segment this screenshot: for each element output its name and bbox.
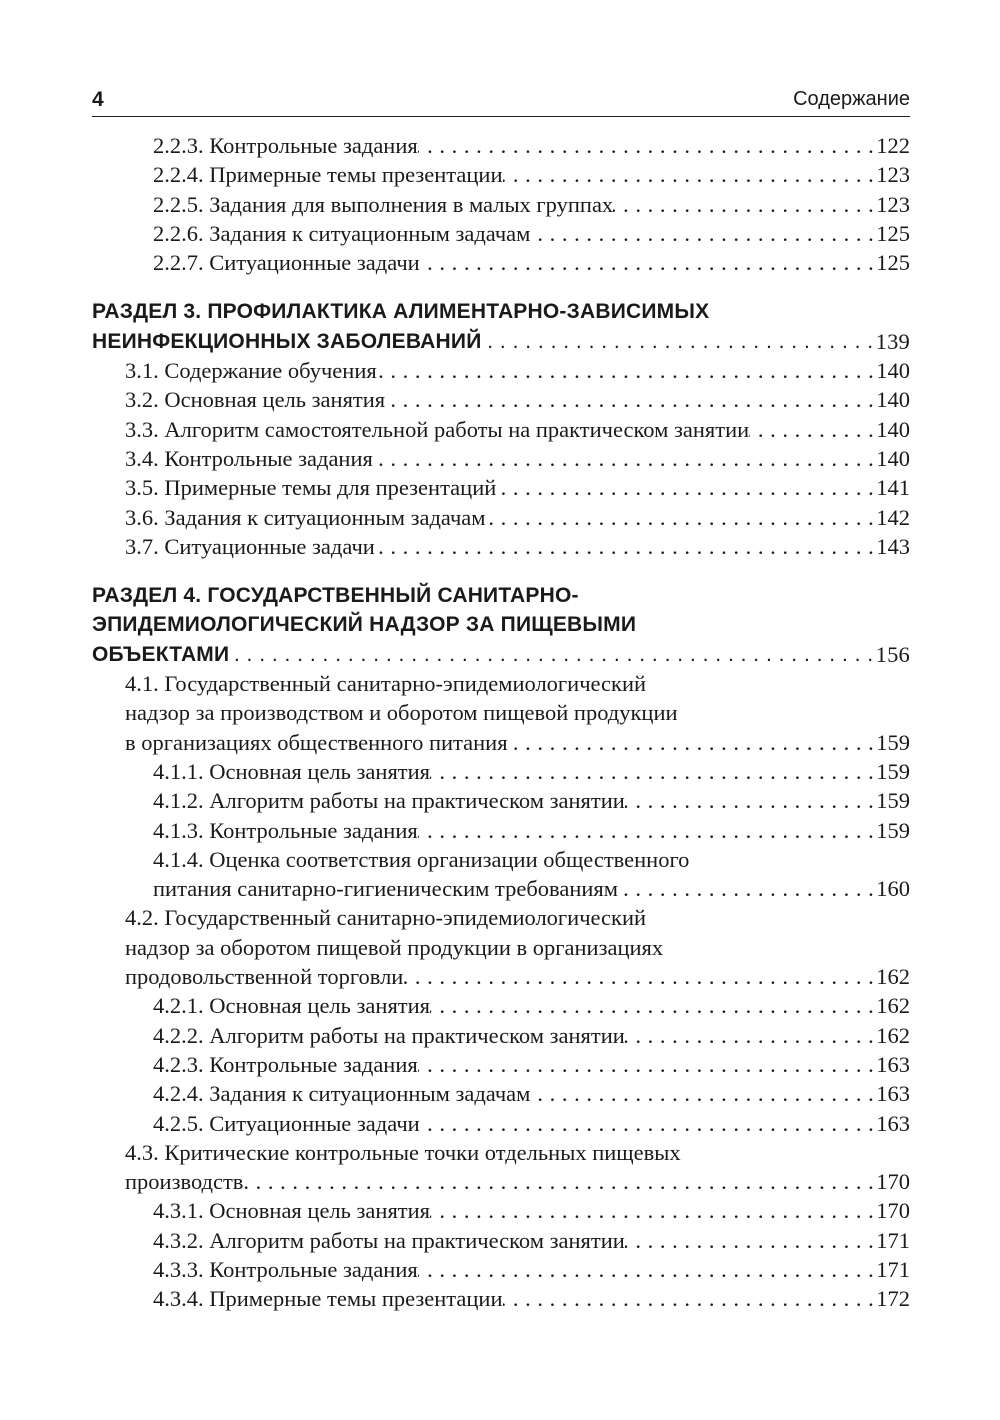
section-4-heading-end[interactable] <box>92 640 910 669</box>
toc-entry-page: 162 <box>876 1022 910 1048</box>
toc-entry-page: 125 <box>876 250 910 276</box>
toc-entry-text: 3.1. Содержание обучения <box>125 358 377 384</box>
toc-entry[interactable] <box>92 473 910 502</box>
toc-entry-line[interactable]: 4.1.4. Оценка соответствия организации общественного <box>153 846 690 872</box>
leader-dots <box>420 1109 875 1138</box>
toc-entry-page: 156 <box>875 641 910 667</box>
toc-entry-page: 125 <box>876 220 910 246</box>
section-4-heading-cont[interactable]: ЭПИДЕМИОЛОГИЧЕСКИЙ НАДЗОР ЗА ПИЩЕВЫМИ <box>92 613 637 637</box>
toc-entry-page: 160 <box>876 876 910 902</box>
toc-entry-text: 4.1.1. Основная цель занятия <box>153 758 431 784</box>
toc-entry-text: 3.4. Контрольные задания <box>125 445 373 471</box>
toc-entry[interactable] <box>92 219 910 248</box>
toc-entry-text: 4.1.2. Алгоритм работы на практическом занятии <box>153 788 625 814</box>
leader-dots <box>530 219 874 248</box>
toc-entry-text: 3.7. Ситуационные задачи <box>125 533 375 559</box>
toc-entry-text: 4.2.1. Основная цель занятия <box>153 993 431 1019</box>
toc-entry[interactable] <box>92 1255 910 1284</box>
toc-entry[interactable] <box>92 1109 910 1138</box>
leader-dots <box>486 503 875 532</box>
running-title: Содержание <box>793 88 910 110</box>
toc-entry-text: 4.2.4. Задания к ситуационным задачам <box>153 1081 531 1107</box>
toc-entry-text: 3.6. Задания к ситуационным задачам <box>125 504 486 530</box>
toc-entry-page: 163 <box>876 1081 910 1107</box>
toc-entry-page: 141 <box>876 475 910 501</box>
toc-entry-line[interactable]: 4.2. Государственный санитарно-эпидемиологический <box>125 905 647 931</box>
page-header <box>92 86 910 117</box>
leader-dots <box>430 1196 874 1225</box>
leader-dots <box>430 757 874 786</box>
toc-entry-page: 163 <box>876 1110 910 1136</box>
toc-entry-line[interactable]: 4.1. Государственный санитарно-эпидемиологический <box>125 671 647 697</box>
toc-entry-text: 2.2.3. Контрольные задания <box>153 133 418 158</box>
leader-dots <box>625 786 874 815</box>
toc-entry[interactable] <box>92 532 910 561</box>
toc-entry-text: 4.3.2. Алгоритм работы на практическом занятии <box>153 1227 625 1253</box>
page-number: 4 <box>92 88 104 111</box>
leader-dots <box>482 327 874 356</box>
toc-entry[interactable] <box>92 1196 910 1225</box>
toc-entry-page: 140 <box>876 416 910 442</box>
toc-entry[interactable] <box>92 816 910 845</box>
section-3-heading-end[interactable] <box>92 327 910 356</box>
toc-entry-text: 4.2.5. Ситуационные задачи <box>153 1110 420 1136</box>
toc-entry-page: 170 <box>876 1198 910 1224</box>
section-4-heading[interactable]: РАЗДЕЛ 4. ГОСУДАРСТВЕННЫЙ САНИТАРНО- <box>92 584 579 608</box>
toc-entry[interactable] <box>92 757 910 786</box>
toc-entry-text: ОБЪЕКТАМИ <box>92 642 230 666</box>
leader-dots <box>503 1284 875 1313</box>
toc-entry-line[interactable]: надзор за производством и оборотом пищевой продукции <box>125 700 678 726</box>
leader-dots <box>508 728 875 757</box>
leader-dots <box>229 640 873 669</box>
toc-entry-text: 2.2.4. Примерные темы презентации <box>153 162 503 188</box>
toc-entry[interactable] <box>92 991 910 1020</box>
toc-entry-page: 162 <box>876 964 910 990</box>
toc-entry[interactable] <box>92 356 910 385</box>
toc-entry-page: 122 <box>876 133 910 158</box>
toc-entry-page: 171 <box>876 1256 910 1282</box>
toc-entry-page: 123 <box>876 191 910 217</box>
leader-dots <box>618 874 874 903</box>
toc-entry[interactable] <box>92 1021 910 1050</box>
toc-entry-text: 3.3. Алгоритм самостоятельной работы на практическом занятии <box>125 416 750 442</box>
toc-entry-line[interactable]: надзор за оборотом пищевой продукции в организациях <box>125 934 664 960</box>
toc-entry-text: 3.2. Основная цель занятия <box>125 387 386 413</box>
toc-entry-page: 123 <box>876 162 910 188</box>
toc-entry[interactable] <box>92 160 910 189</box>
leader-dots <box>377 356 875 385</box>
leader-dots <box>373 444 874 473</box>
leader-dots <box>749 415 874 444</box>
toc-entry-page: 170 <box>876 1169 910 1195</box>
leader-dots <box>403 962 874 991</box>
toc-entry[interactable] <box>92 1284 910 1313</box>
toc-entry-text: 4.3.3. Контрольные задания <box>153 1256 418 1282</box>
toc-entry-page: 159 <box>876 817 910 843</box>
toc-entry-text: 4.3.1. Основная цель занятия <box>153 1198 431 1224</box>
toc-entry-text: 4.1.3. Контрольные задания <box>153 817 418 843</box>
toc-entry-text: продовольственной торговли <box>125 964 404 990</box>
toc-entry-page: 159 <box>876 758 910 784</box>
toc-entry[interactable] <box>92 131 910 160</box>
leader-dots <box>613 190 874 219</box>
toc-entry-page: 140 <box>876 358 910 384</box>
leader-dots <box>243 1167 874 1196</box>
toc-entry-page: 140 <box>876 445 910 471</box>
toc-entry-page: 163 <box>876 1051 910 1077</box>
toc-entry-page: 139 <box>875 328 910 354</box>
toc-entry[interactable] <box>92 1050 910 1079</box>
leader-dots <box>530 1079 874 1108</box>
toc-entry[interactable] <box>92 503 910 532</box>
toc-entry[interactable] <box>92 1226 910 1255</box>
toc-entry-text: 2.2.6. Задания к ситуационным задачам <box>153 220 531 246</box>
leader-dots <box>503 160 875 189</box>
toc-entry-text: НЕИНФЕКЦИОННЫХ ЗАБОЛЕВАНИЙ <box>92 329 482 353</box>
toc-entry-text: производств <box>125 1169 244 1195</box>
table-of-contents <box>92 131 910 1314</box>
toc-entry-page: 142 <box>876 504 910 530</box>
toc-entry-text: питания санитарно-гигиеническим требованиям <box>153 876 619 902</box>
toc-entry-page: 162 <box>876 993 910 1019</box>
toc-entry[interactable] <box>92 385 910 414</box>
toc-entry-page: 140 <box>876 387 910 413</box>
toc-entry[interactable] <box>92 728 910 757</box>
toc-entry-text: 2.2.5. Задания для выполнения в малых группах <box>153 191 614 217</box>
toc-entry-text: 4.2.2. Алгоритм работы на практическом занятии <box>153 1022 625 1048</box>
toc-entry-page: 159 <box>876 788 910 814</box>
toc-entry-text: 4.3.4. Примерные темы презентации <box>153 1286 503 1312</box>
toc-entry-text: 2.2.7. Ситуационные задачи <box>153 250 420 276</box>
toc-entry-page: 159 <box>876 729 910 755</box>
leader-dots <box>496 473 874 502</box>
toc-entry[interactable] <box>92 962 910 991</box>
toc-entry[interactable] <box>92 786 910 815</box>
leader-dots <box>430 991 874 1020</box>
leader-dots <box>625 1226 874 1255</box>
toc-entry[interactable] <box>92 444 910 473</box>
toc-entry-text: 3.5. Примерные темы для презентаций <box>125 475 497 501</box>
toc-entry-page: 143 <box>876 533 910 559</box>
leader-dots <box>375 532 874 561</box>
toc-entry[interactable] <box>92 248 910 277</box>
toc-entry[interactable] <box>92 1079 910 1108</box>
leader-dots <box>420 248 875 277</box>
toc-entry-line[interactable]: 4.3. Критические контрольные точки отдельных пищевых <box>125 1139 681 1165</box>
toc-entry[interactable] <box>92 1167 910 1196</box>
toc-entry-text: в организациях общественного питания <box>125 729 508 755</box>
leader-dots <box>385 385 874 414</box>
toc-entry-page: 172 <box>876 1286 910 1312</box>
toc-entry[interactable] <box>92 874 910 903</box>
leader-dots <box>625 1021 874 1050</box>
leader-dots <box>418 131 875 160</box>
toc-entry[interactable] <box>92 415 910 444</box>
leader-dots <box>418 1255 875 1284</box>
leader-dots <box>418 1050 875 1079</box>
toc-entry-text: 4.2.3. Контрольные задания <box>153 1051 418 1077</box>
toc-entry-page: 171 <box>876 1227 910 1253</box>
toc-entry[interactable] <box>92 190 910 219</box>
section-3-heading[interactable]: РАЗДЕЛ 3. ПРОФИЛАКТИКА АЛИМЕНТАРНО-ЗАВИСИМЫХ <box>92 300 710 324</box>
leader-dots <box>418 816 875 845</box>
